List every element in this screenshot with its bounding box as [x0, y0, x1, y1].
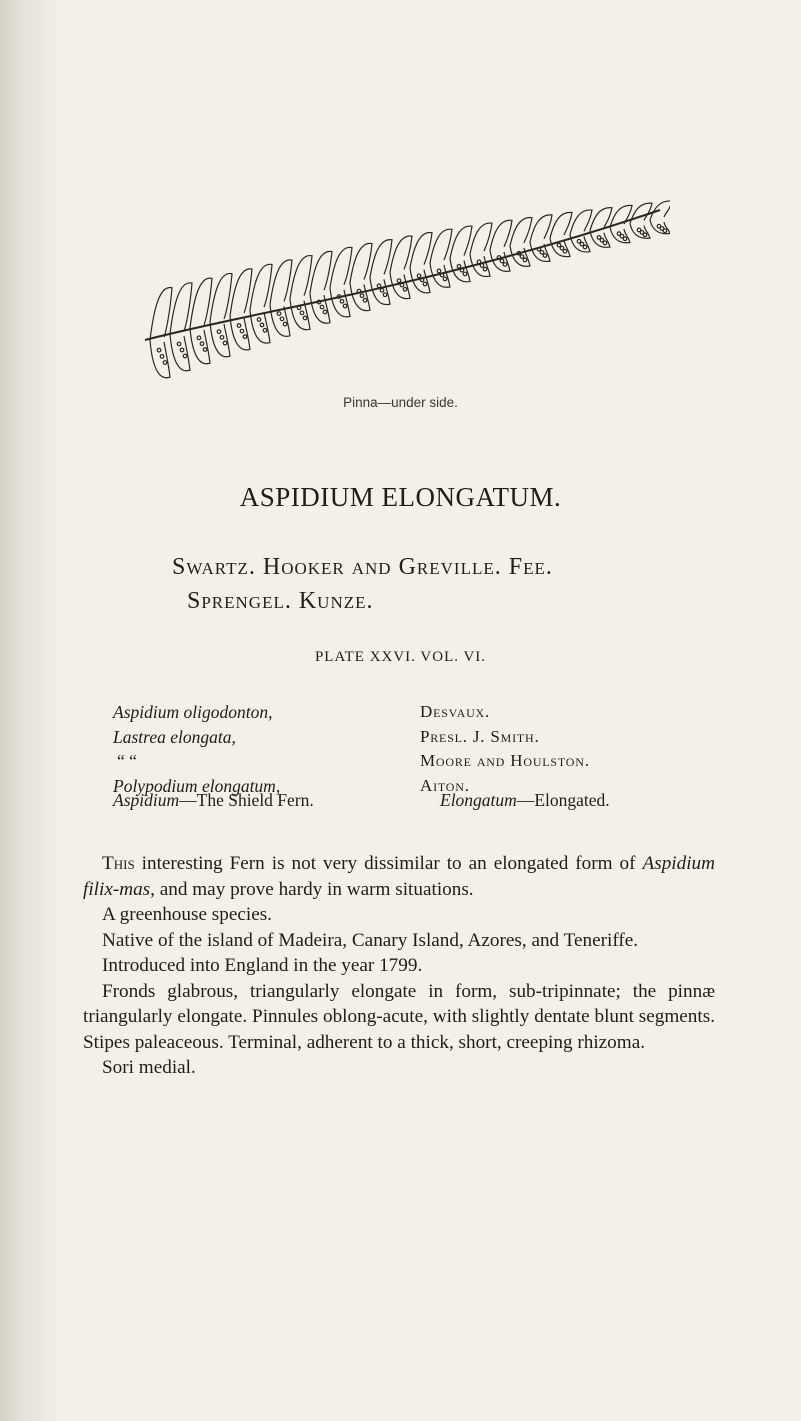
fern-sorus-dot	[283, 322, 287, 326]
fern-sorus-dot	[183, 354, 187, 358]
fern-sorus-dot	[583, 245, 587, 249]
fern-leaflet-upper	[170, 283, 192, 334]
fern-sorus-dot	[623, 237, 627, 241]
fern-sorus-dot	[480, 264, 484, 268]
fern-sorus-dot	[157, 348, 161, 352]
fern-leaflet-upper	[210, 273, 232, 321]
fern-sorus-dot	[363, 299, 367, 303]
description-paragraph: Native of the island of Madeira, Canary Island, Azores, and Teneriffe.	[102, 929, 639, 951]
fern-sorus-dot	[303, 316, 307, 320]
fern-leaflet-upper	[410, 233, 432, 268]
fern-sorus-dot	[557, 243, 561, 247]
synonym-authors	[420, 700, 590, 798]
fern-sorus-dot	[520, 255, 524, 259]
synonym-name: Polypodium elongatum,	[113, 775, 281, 796]
fern-sorus-dot	[197, 336, 201, 340]
fern-sorus-dot	[443, 277, 447, 281]
fern-leaflet-upper	[530, 215, 552, 242]
fern-sorus-dot	[203, 348, 207, 352]
species-etymology	[440, 790, 610, 811]
fern-leaflet-upper	[630, 203, 652, 223]
fern-sorus-dot	[383, 293, 387, 297]
description-paragraph: Sori medial.	[102, 1057, 196, 1078]
fern-leaflet-upper	[350, 243, 372, 282]
fern-leaflet-upper	[330, 247, 352, 287]
page-gutter-shadow	[0, 0, 60, 1421]
synonym-author: Presl. J. Smith.	[420, 726, 540, 746]
fern-sorus-dot	[163, 361, 167, 365]
fern-sorus-dot	[300, 311, 304, 315]
synonym-name: Aspidium oligodonton,	[113, 702, 273, 722]
fern-sorus-dot	[257, 318, 261, 322]
fern-sorus-dot	[200, 342, 204, 346]
fern-sorus-dot	[260, 323, 264, 327]
fern-sorus-dot	[240, 329, 244, 333]
page-title: ASPIDIUM ELONGATUM.	[239, 482, 562, 512]
fern-sorus-dot	[223, 341, 227, 345]
fern-sorus-dot	[160, 355, 164, 359]
fern-sorus-dot	[380, 288, 384, 292]
fern-sorus-dot	[503, 263, 507, 267]
fern-leaflet-upper	[550, 212, 572, 238]
fern-sorus-dot	[180, 348, 184, 352]
description-text-run: and may prove hardy in warm situations.	[154, 878, 474, 900]
fern-leaflet-upper	[310, 251, 332, 293]
fern-sorus-dot	[483, 267, 487, 271]
synonym-author: Moore and Houlston.	[420, 751, 590, 770]
fern-leaflet-lower	[190, 328, 210, 364]
fern-sorus-dot	[663, 229, 667, 233]
fern-sorus-dot	[460, 268, 464, 272]
fern-sorus-dot	[420, 278, 424, 282]
species-reference: Aspidium filix-mas,	[83, 853, 715, 900]
fern-sorus-dot	[437, 269, 441, 273]
fern-sorus-dot	[397, 279, 401, 283]
fern-sorus-dot	[400, 283, 404, 287]
fern-sorus-dot	[323, 310, 327, 314]
synonym-names	[113, 700, 280, 798]
fern-sorus-dot	[177, 342, 181, 346]
authorities-block	[172, 550, 553, 618]
fern-sorus-dot	[540, 251, 544, 255]
fern-sorus-dot	[243, 335, 247, 339]
fern-sorus-dot	[263, 329, 267, 333]
fern-leaflet-upper	[430, 229, 452, 263]
fern-leaflet-upper	[570, 210, 592, 234]
fern-sorus-dot	[563, 249, 567, 253]
fern-pinna-illustration	[140, 190, 670, 380]
description-paragraph: A greenhouse species.	[102, 904, 272, 925]
authorities-line-2: Sprengel. Kunze.	[187, 588, 374, 614]
fern-sorus-dot	[417, 274, 421, 278]
synonym-author: Aiton.	[420, 775, 470, 795]
fern-sorus-dot	[237, 324, 241, 328]
description-paragraph: Fronds glabrous, triangularly elongate in form, sub-tripinnate; the pinnæ triangularly elongate. Pinnules oblong-acute, with slightly dentate blunt segments. Stipes paleaceous. Terminal, adherent to a thick, short, creeping rhizoma.	[83, 980, 715, 1053]
fern-sorus-dot	[360, 294, 364, 298]
genus-etymology	[113, 790, 314, 811]
fern-sorus-dot	[357, 289, 361, 293]
fern-sorus-dot	[220, 336, 224, 340]
fern-leaflet-upper	[150, 288, 172, 340]
fern-sorus-dot	[523, 258, 527, 262]
fern-sorus-dot	[497, 256, 501, 260]
fern-leaflet-upper	[370, 240, 392, 278]
fern-sorus-dot	[403, 288, 407, 292]
synonym-name: Lastrea elongata,	[113, 726, 236, 747]
fern-leaflet-upper	[510, 217, 532, 245]
fern-leaflet-upper	[450, 226, 472, 258]
synonym-author: Desvaux.	[420, 702, 491, 721]
fern-sorus-dot	[457, 265, 461, 269]
fern-leaflet-upper	[290, 256, 312, 299]
fern-sorus-dot	[537, 247, 541, 251]
description-paragraph	[83, 851, 715, 902]
fern-sorus-dot	[423, 282, 427, 286]
fern-leaflet-lower	[170, 334, 190, 371]
fern-leaflet-lower	[150, 340, 170, 378]
fern-leaflet-lower	[230, 316, 250, 350]
synonym-ditto-marks: “ “	[117, 751, 137, 771]
genus-name: Aspidium	[113, 790, 180, 810]
fern-leaflet-lower	[210, 322, 230, 357]
figure-caption: Pinna—under side.	[343, 395, 458, 410]
fern-sorus-dot	[280, 317, 284, 321]
authorities-line-1: Swartz. Hooker and Greville. Fee.	[172, 554, 553, 580]
fern-sorus-dot	[377, 284, 381, 288]
plate-reference: PLATE XXVI. VOL. VI.	[314, 649, 487, 665]
fern-sorus-dot	[477, 260, 481, 264]
fern-sorus-dot	[297, 306, 301, 310]
fern-leaflet-upper	[190, 278, 212, 328]
fern-sorus-dot	[277, 312, 281, 316]
fern-sorus-dot	[643, 233, 647, 237]
fern-sorus-dot	[543, 254, 547, 258]
description-text-run: interesting Fern is not very dissimilar to an elongated form of	[134, 853, 643, 874]
fern-sorus-dot	[500, 259, 504, 263]
species-meaning: —Elongated.	[516, 790, 610, 810]
fern-leaflet-upper	[270, 260, 292, 304]
fern-sorus-dot	[340, 299, 344, 303]
fern-sorus-dot	[560, 246, 564, 250]
fern-leaflet-upper	[490, 220, 512, 250]
fern-sorus-dot	[320, 305, 324, 309]
description-text	[83, 851, 715, 1081]
description-paragraph: Introduced into England in the year 1799.	[102, 955, 423, 976]
drop-lead-word: This	[102, 853, 135, 874]
fern-sorus-dot	[603, 241, 607, 245]
fern-sorus-dot	[440, 273, 444, 277]
fern-leaflet-upper	[470, 223, 492, 254]
fern-sorus-dot	[463, 272, 467, 276]
fern-sorus-dot	[343, 304, 347, 308]
species-name: Elongatum	[440, 790, 517, 810]
fern-leaflet-upper	[390, 236, 412, 272]
fern-leaflet-upper	[250, 264, 272, 310]
genus-meaning: —The Shield Fern.	[179, 790, 314, 810]
fern-sorus-dot	[217, 330, 221, 334]
fern-leaflet-upper	[230, 269, 252, 316]
